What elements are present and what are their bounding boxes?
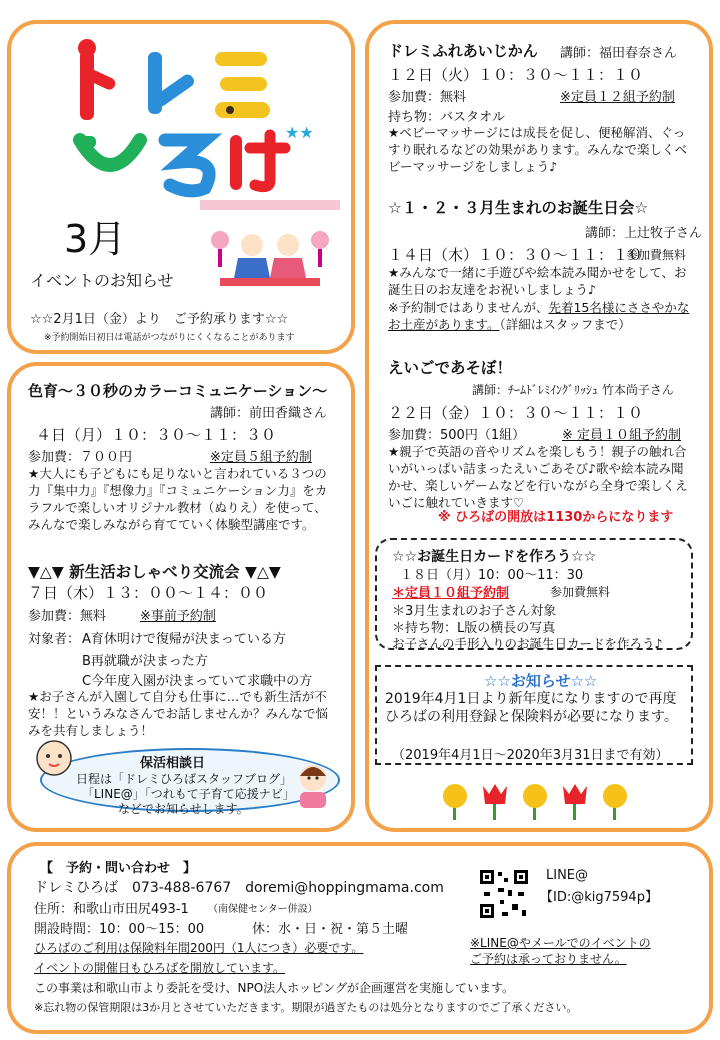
footer-closed: 休：水・日・祝・第５土曜 bbox=[252, 922, 409, 937]
event1-capacity: ※定員５組予約制 bbox=[210, 450, 312, 465]
event3-title: ドレミふれあいじかん bbox=[388, 42, 538, 60]
event4-note bbox=[388, 299, 693, 333]
card-fee: 参加費無料 bbox=[550, 585, 611, 599]
card-bring: ＊持ち物：L版の横長の写真 bbox=[392, 621, 556, 636]
event3-lecturer: 講師：福田春奈さん bbox=[560, 46, 678, 61]
notice-body: 2019年4月1日より新年度になりますので再度ひろばの利用登録と保険料が必要になります。 bbox=[385, 691, 678, 725]
line-id: 【ID:@kig7594p】 bbox=[540, 890, 658, 905]
logo bbox=[70, 40, 314, 200]
card-datetime: １８日（月）10：00～11：30 bbox=[400, 568, 584, 583]
event2-fee: 参加費：無料 bbox=[28, 609, 107, 624]
tulip-decoration bbox=[435, 778, 635, 823]
event3-capacity: ※定員１２組予約制 bbox=[560, 90, 675, 105]
event2-target-a: A育休明けで復帰が決まっている方 bbox=[82, 632, 286, 647]
event4-datetime: １４日（木）１０：３０～１１：１０ bbox=[388, 246, 644, 264]
event3-fee: 参加費：無料 bbox=[388, 90, 467, 105]
footer-contact: ドレミひろば 073-488-6767 doremi@hoppingmama.com bbox=[34, 880, 444, 896]
event1-title: 色育～３０秒のカラーコミュニケーション～ bbox=[28, 382, 328, 400]
footer-address: 住所：和歌山市田尻493-1 bbox=[34, 902, 189, 917]
event4-description: ★みんなで一緒に手遊びや絵本読み聞かせをして、お誕生日のお友達をお祝いしましょう♪ bbox=[388, 265, 687, 297]
reserve-note: ※予約開始日初日は電話がつながりにくくなることがあります bbox=[44, 333, 295, 343]
reserve-notice: ☆☆2月1日（金）より ご予約承ります☆☆ bbox=[30, 312, 289, 327]
line-label: LINE@ bbox=[546, 868, 589, 883]
hokatsu-line3: などでお知らせします。 bbox=[118, 802, 249, 816]
card-target: ＊3月生まれのお子さん対象 bbox=[392, 604, 557, 619]
event5-datetime: ２２日（金）１０：３０～１１：１０ bbox=[388, 404, 644, 422]
event5-fee: 参加費：500円（1組） bbox=[388, 428, 526, 443]
event1-fee: 参加費：７００円 bbox=[28, 450, 133, 465]
hokatsu-line1: 日程は「ドレミひろばスタッフブログ」 bbox=[76, 772, 293, 786]
event4-note-post: （詳細はスタッフまで） bbox=[499, 317, 631, 332]
event2-target-b: B再就職が決まった方 bbox=[82, 654, 208, 669]
notice-title: ☆☆お知らせ☆☆ bbox=[484, 672, 598, 690]
event5-description: ★親子で英語の音やリズムを楽しもう！親子の触れ合いがいっぱい詰まったえいごあそび♪歌や絵本読み聞かせ、楽しいゲームなどを行いながら全身で楽しくえいごに触れていきます♡ bbox=[388, 444, 688, 510]
baby-icon bbox=[34, 738, 74, 782]
footer-heading: 【 予約・問い合わせ 】 bbox=[40, 861, 197, 876]
line-note1: ※LINE@やメールでのイベントの bbox=[470, 936, 651, 950]
event5-capacity: ※ 定員１０組予約制 bbox=[562, 428, 682, 443]
event3-description: ★ベビーマッサージには成長を促し、便秘解消、ぐっすり眠れるなどの効果があります。みんなで楽しくベビーマッサージをしましょう♪ bbox=[388, 125, 688, 174]
logo-graphic bbox=[70, 40, 314, 200]
hinamatsuri-illustration bbox=[200, 200, 340, 290]
mom-icon bbox=[290, 760, 336, 814]
footer-event-note: イベントの開催日もひろばを開放しています。 bbox=[34, 961, 286, 975]
card-title: ☆☆お誕生日カードを作ろう☆☆ bbox=[392, 549, 597, 565]
event2-title: ▼△▼ 新生活おしゃべり交流会 ▼△▼ bbox=[28, 563, 281, 581]
footer-fee-note: ひろばのご利用は保険料年間200円（1人につき）必要です。 bbox=[34, 941, 364, 955]
event2-datetime: ７日（木）１３：００～１４：００ bbox=[28, 584, 269, 602]
footer-address-note: （南保健センター併設） bbox=[208, 904, 318, 915]
line-qr-code bbox=[478, 868, 530, 920]
card-capacity: ＊定員１０組予約制 bbox=[392, 586, 510, 601]
footer-lost-note: ※忘れ物の保管期限は3か月とさせていただきます。期限が過ぎたものは処分となりますのでご了承ください。 bbox=[34, 1001, 578, 1014]
event4-note-pre: ※予約制ではありませんが、 bbox=[388, 300, 549, 315]
event2-target-c: C今年度入園が決まっていて求職中の方 bbox=[82, 674, 313, 689]
footer-hours: 開設時間：10：00～15：00 bbox=[34, 922, 205, 937]
event4-note-underline: 先着15名様にささやかなお土産があります。 bbox=[388, 300, 690, 332]
subtitle: イベントのお知らせ bbox=[30, 271, 174, 290]
hokatsu-title: 保活相談日 bbox=[140, 756, 206, 771]
event2-description: ★お子さんが入園して自分も仕事に…でも新生活が不安！！というみなさんでお話しませんか？みんなで悩みを共有しましょう！ bbox=[28, 689, 329, 738]
event1-lecturer: 講師：前田香織さん bbox=[210, 406, 328, 421]
event5-title: えいごであそぼ！ bbox=[388, 359, 513, 377]
hokatsu-line2: 「LINE@」「つれもて子育て応援ナビ」 bbox=[82, 787, 295, 801]
event4-title: ☆１・２・３月生まれのお誕生日会☆ bbox=[388, 199, 649, 217]
event1-datetime: ４日（月）１０：３０～１１：３０ bbox=[36, 426, 277, 444]
footer-npo-note: この事業は和歌山市より委託を受け、NPO法人ホッピングが企画運営を実施しています。 bbox=[34, 981, 514, 995]
line-note2: ご予約は承っておりません。 bbox=[470, 952, 627, 966]
event3-datetime: １２日（火）１０：３０～１１：１０ bbox=[388, 66, 644, 84]
event4-fee: 参加費無料 bbox=[626, 248, 687, 262]
event3-bring: 持ち物：バスタオル bbox=[388, 110, 506, 125]
card-description: お子さんの手形入りのお誕生日カードを作ろう♪ bbox=[392, 636, 663, 651]
notice-period: （2019年4月1日～2020年3月31日まで有効） bbox=[392, 748, 669, 763]
event1-description: ★大人にも子どもにも足りないと言われている３つの力『集中力』『想像力』『コミュニケーション力』をカラフルで楽しいオリジナル教材（ぬりえ）を使って、みんなで楽しみながら育てていく体験型講座です。 bbox=[28, 466, 328, 532]
event4-lecturer: 講師：上辻牧子さん bbox=[585, 226, 703, 241]
event2-target-label: 対象者： bbox=[28, 632, 81, 647]
event2-reservation: ※事前予約制 bbox=[140, 609, 216, 624]
month-title: 3月 bbox=[64, 217, 127, 261]
svg-text:★★: ★★ bbox=[285, 123, 314, 142]
event5-lecturer: 講師：ﾁｰﾑﾄﾞﾚﾐｲﾝｸﾞﾘｯｼｭ 竹本尚子さん bbox=[472, 383, 674, 397]
event5-notice: ※ ひろばの開放は1130からになります bbox=[438, 510, 674, 525]
